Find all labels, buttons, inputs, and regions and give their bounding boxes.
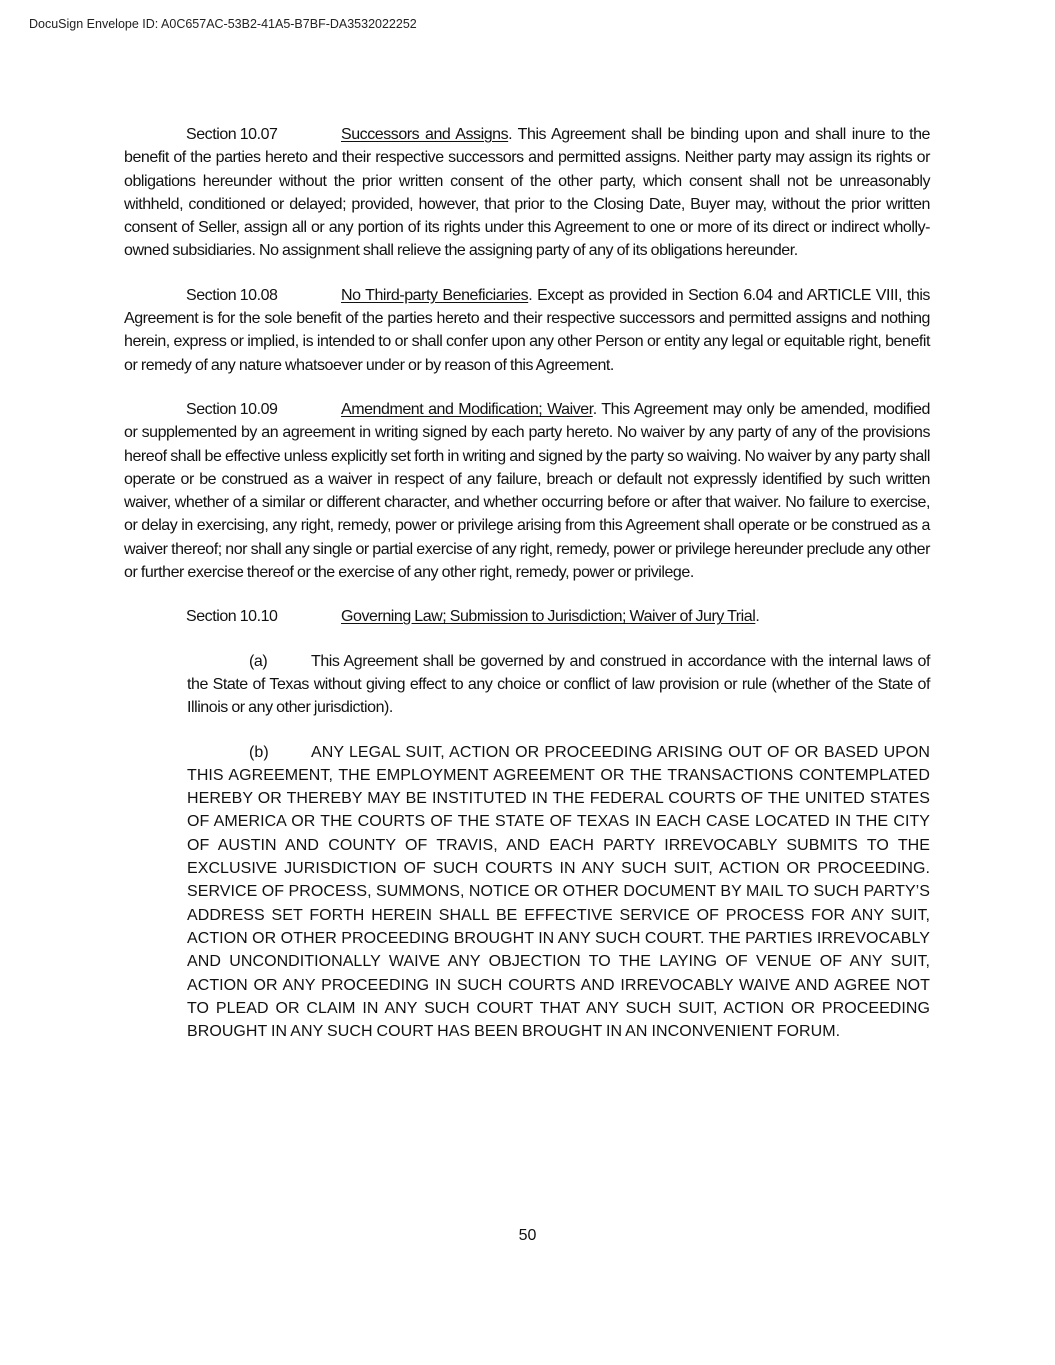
section-heading: Successors and Assigns <box>341 126 509 143</box>
section-heading: Governing Law; Submission to Jurisdiction; Waiver of Jury Trial <box>341 608 756 626</box>
document-page-body <box>124 123 930 1064</box>
section-body: . This Agreement shall be binding upon and shall inure to the benefit of the parties hereto and their respective successors and permitted assigns. Neither party may assign its rights or obligations hereunder without the prior written consent of the other party, which consent shall not be unreasonably withheld, conditioned or delayed; provided, however, that prior to the Closing Date, Buyer may, without the prior written consent of Seller, assign all or any portion of its rights under this Agreement to one or more of its direct or indirect wholly-owned subsidiaries. No assignment shall relieve the assigning party of any of its obligations hereunder. <box>124 126 930 260</box>
subsection-body: This Agreement shall be governed by and construed in accordance with the internal laws of the State of Texas without giving effect to any choice or conflict of law provision or rule (whether of the State of Illinois or any other jurisdiction). <box>187 652 930 717</box>
section-body: . Except as provided in Section 6.04 and ARTICLE VIII, this Agreement is for the sole benefit of the parties hereto and their respective successors and permitted assigns and nothing herein, express or implied, is intended to or shall confer upon any other Person or entity any legal or equitable right, benefit or remedy of any nature whatsoever under or by reason of this Agreement. <box>124 286 930 374</box>
section-10-08 <box>124 284 930 377</box>
section-number: Section 10.09 <box>186 400 278 418</box>
subsection-label: (a) <box>249 652 268 670</box>
section-number: Section 10.10 <box>186 608 278 626</box>
section-body: . This Agreement may only be amended, modified or supplemented by an agreement in writing signed by each party hereto. No waiver by any party of any of the provisions hereof shall be effective unless explicitly set forth in writing and signed by the party so waiving. No waiver by any party shall operate or be construed as a waiver in respect of any failure, breach or default not expressly identified by such written waiver, whether of a similar or different character, and whether occurring before or after that waiver. No failure to exercise, or delay in exercising, any right, remedy, power or privilege arising from this Agreement shall operate or be construed as a waiver thereof; nor shall any single or partial exercise of any right, remedy, power or privilege hereunder preclude any other or further exercise thereof or the exercise of any other right, remedy, power or privilege. <box>124 400 931 582</box>
section-10-10 <box>124 605 930 628</box>
subsection-b <box>187 741 930 1044</box>
section-body: . <box>755 608 760 626</box>
section-number: Section 10.07 <box>186 126 278 143</box>
docusign-envelope-id: DocuSign Envelope ID: A0C657AC-53B2-41A5-B7BF-DA3532022252 <box>29 17 417 31</box>
subsection-a <box>187 650 930 720</box>
page-number: 50 <box>518 1227 537 1244</box>
subsection-body: ANY LEGAL SUIT, ACTION OR PROCEEDING ARISING OUT OF OR BASED UPON THIS AGREEMENT, THE EMPLOYMENT AGREEMENT OR THE TRANSACTIONS CONTEMPLATED HEREBY OR THEREBY MAY BE INSTITUTED IN THE FEDERAL COURTS OF THE UNITED STATES OF AMERICA OR THE COURTS OF THE STATE OF TEXAS IN EACH CASE LOCATED IN THE CITY OF AUSTIN AND COUNTY OF TRAVIS, AND EACH PARTY IRREVOCABLY SUBMITS TO THE EXCLUSIVE JURISDICTION OF SUCH COURTS IN ANY SUCH SUIT, ACTION OR PROCEEDING. SERVICE OF PROCESS, SUMMONS, NOTICE OR OTHER DOCUMENT BY MAIL TO SUCH PARTY’S ADDRESS SET FORTH HEREIN SHALL BE EFFECTIVE SERVICE OF PROCESS FOR ANY SUIT, ACTION OR OTHER PROCEEDING BROUGHT IN ANY SUCH COURT. THE PARTIES IRREVOCABLY AND UNCONDITIONALLY WAIVE ANY OBJECTION TO THE LAYING OF VENUE OF ANY SUIT, ACTION OR ANY PROCEEDING IN SUCH COURTS AND IRREVOCABLY WAIVE AND AGREE NOT TO PLEAD OR CLAIM IN ANY SUCH COURT THAT ANY SUCH SUIT, ACTION OR PROCEEDING BROUGHT IN ANY SUCH COURT HAS BEEN BROUGHT IN AN INCONVENIENT FORUM. <box>187 743 930 1041</box>
subsection-b-text <box>187 741 930 1044</box>
section-heading: Amendment and Modification; Waiver <box>341 400 593 418</box>
section-10-09 <box>124 398 930 584</box>
subsection-a-text <box>187 650 930 720</box>
section-10-07 <box>124 123 930 263</box>
section-heading: No Third-party Beneficiaries <box>341 286 529 304</box>
subsection-label: (b) <box>249 743 269 761</box>
section-number: Section 10.08 <box>186 286 278 304</box>
